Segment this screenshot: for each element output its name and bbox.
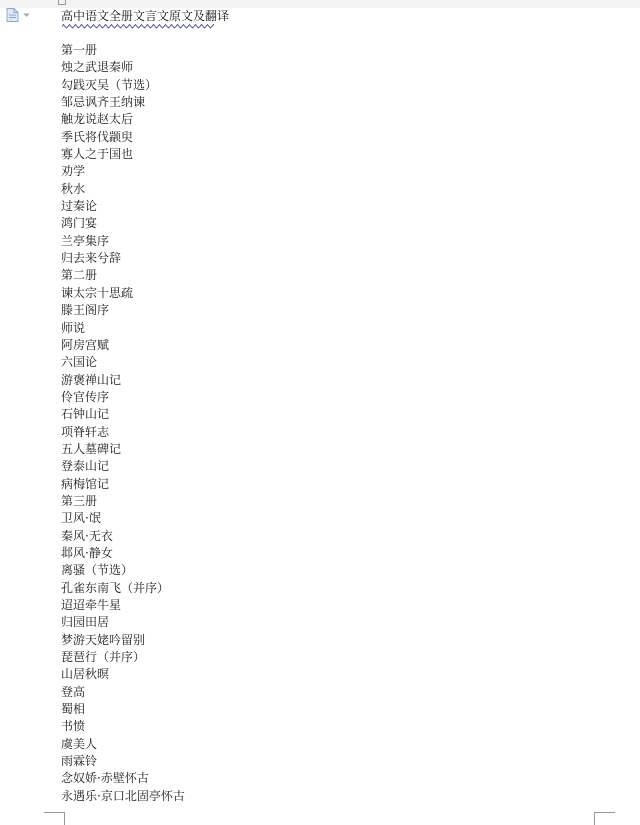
toc-list [61, 42, 185, 805]
toc-entry: 卫风·氓 [61, 511, 101, 526]
toc-entry: 秦风·无衣 [61, 528, 113, 543]
margin-corner-mark [594, 812, 615, 825]
toc-entry: 第三册 [61, 493, 98, 508]
page-top-band [0, 0, 640, 8]
toc-entry: 烛之武退秦师 [61, 60, 134, 75]
margin-corner-mark [58, 0, 66, 5]
toc-entry: 五人墓碑记 [61, 441, 122, 456]
toc-entry: 触龙说赵太后 [61, 112, 134, 127]
toc-entry: 季氏将伐颛臾 [61, 129, 134, 144]
toc-entry: 山居秋暝 [61, 667, 110, 682]
toc-entry: 病梅馆记 [61, 476, 110, 491]
margin-corner-mark [44, 812, 65, 825]
toc-entry: 虞美人 [61, 736, 98, 751]
toc-entry: 登泰山记 [61, 459, 110, 474]
toc-entry: 师说 [61, 320, 86, 335]
toc-entry: 伶官传序 [61, 389, 110, 404]
chevron-down-icon [23, 13, 30, 18]
toc-entry: 蜀相 [61, 702, 86, 717]
toc-entry: 阿房宫赋 [61, 337, 110, 352]
toc-entry: 项脊轩志 [61, 424, 110, 439]
toc-entry: 六国论 [61, 355, 98, 370]
toc-entry: 归去来兮辞 [61, 251, 122, 266]
toc-entry: 谏太宗十思疏 [61, 285, 134, 300]
toc-entry: 勾践灭吴（节选） [61, 77, 158, 92]
toc-entry: 滕王阁序 [61, 303, 110, 318]
toc-entry: 秋水 [61, 181, 86, 196]
document-options-button[interactable] [6, 8, 34, 22]
toc-entry: 念奴娇·赤壁怀古 [61, 771, 149, 786]
toc-entry: 迢迢牵牛星 [61, 598, 122, 612]
toc-entry: 游褒禅山记 [61, 372, 122, 387]
toc-entry: 劝学 [61, 164, 86, 179]
toc-entry: 琵琶行（并序） [61, 650, 146, 665]
toc-entry: 雨霖铃 [61, 754, 98, 769]
toc-entry: 鸿门宴 [61, 216, 98, 231]
toc-entry: 书愤 [61, 719, 86, 734]
toc-entry: 归园田居 [61, 615, 110, 630]
toc-entry: 孔雀东南飞（并序） [61, 580, 170, 595]
toc-entry: 寡人之于国也 [61, 147, 134, 162]
toc-entry: 邹忌讽齐王纳谏 [61, 95, 146, 110]
toc-entry: 邶风·静女 [61, 545, 113, 560]
document-title: 高中语文全册文言文原文及翻译 [61, 9, 230, 23]
toc-entry: 石钟山记 [61, 407, 110, 422]
toc-entry: 第二册 [61, 268, 98, 283]
toc-entry: 梦游天姥吟留别 [61, 632, 146, 647]
toc-entry: 永遇乐·京口北固亭怀古 [61, 788, 185, 803]
document-icon [6, 8, 19, 22]
toc-entry: 离骚（节选） [61, 563, 134, 578]
toc-entry: 第一册 [61, 43, 98, 57]
toc-entry: 过秦论 [61, 199, 98, 214]
spellcheck-underline [62, 24, 214, 29]
toc-entry: 登高 [61, 684, 86, 699]
toc-entry: 兰亭集序 [61, 233, 110, 248]
